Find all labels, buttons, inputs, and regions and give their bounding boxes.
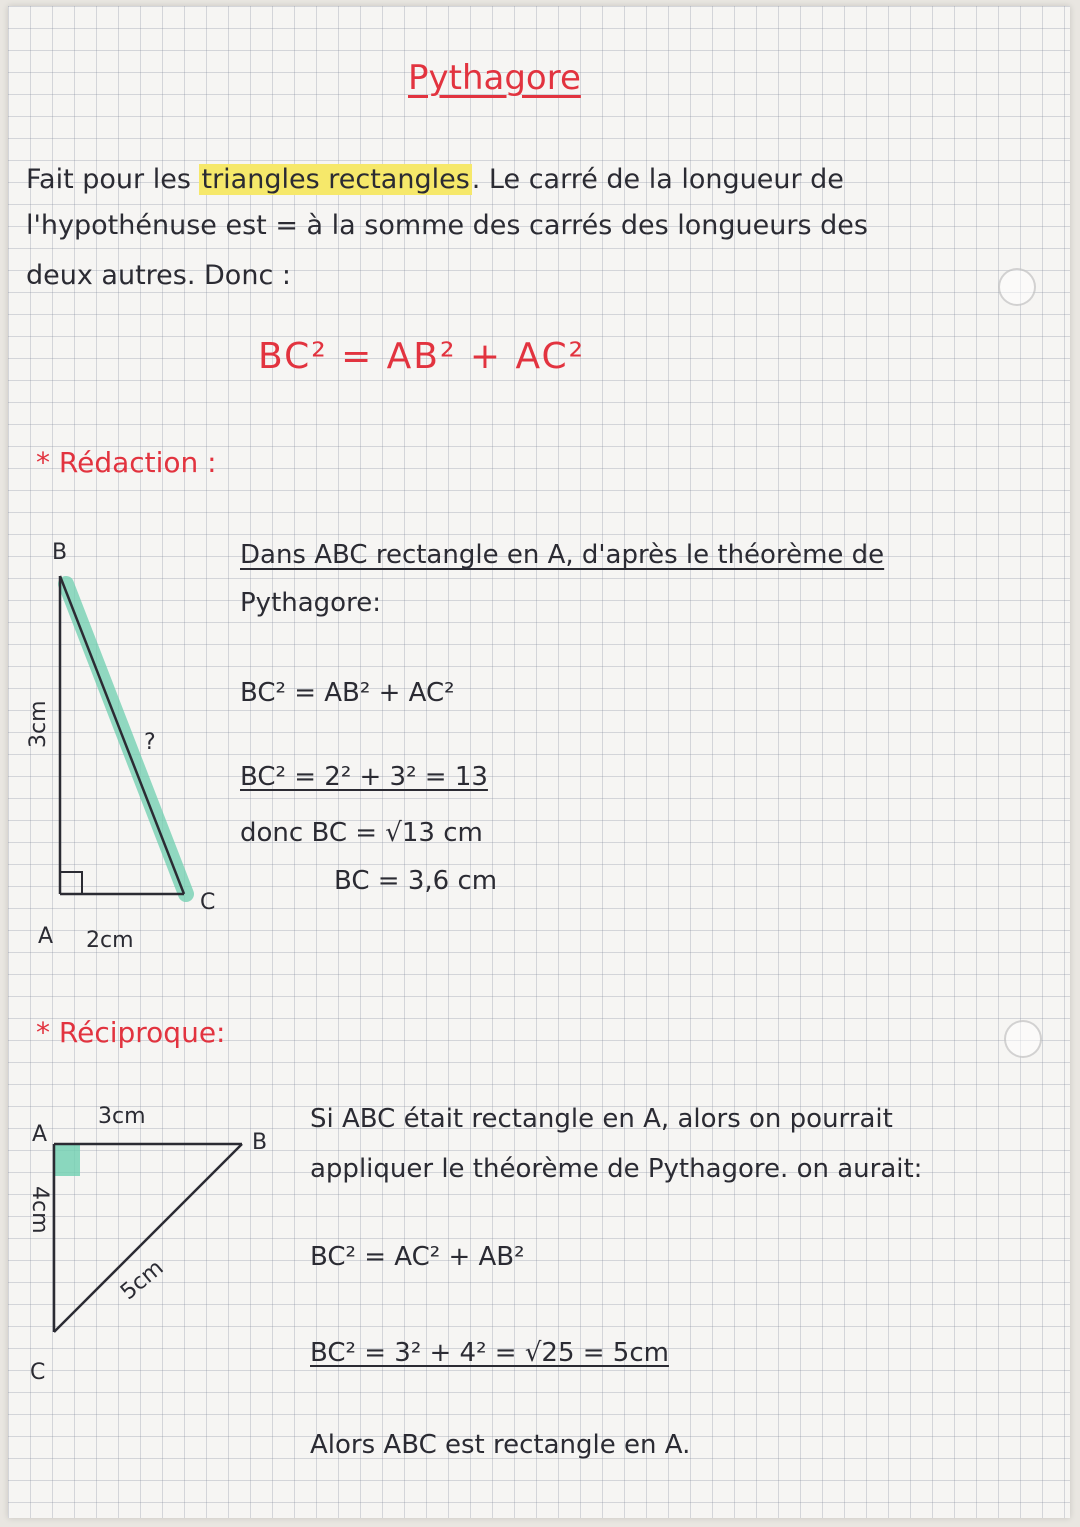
right-triangle-figure [8, 6, 268, 426]
right-angle-highlight [54, 1144, 80, 1176]
reciproque-conclusion: Alors ABC est rectangle en A. [310, 1430, 691, 1460]
redaction-text-1: Dans ABC rectangle en A, d'après le théorème de [240, 540, 885, 570]
vertex-a-label: A [38, 924, 54, 949]
reciproque-heading: * Réciproque: [36, 1016, 226, 1049]
binder-hole [1004, 1020, 1042, 1058]
right-angle-mark [60, 872, 82, 894]
highlighted-term: triangles rectangles [201, 164, 470, 195]
vertex-b-label: B [252, 1130, 268, 1155]
side-ab-length: 3cm [26, 700, 51, 748]
main-formula: BC² = AB² + AC² [258, 336, 586, 377]
redaction-eq-2: BC² = 2² + 3² = 13 [240, 762, 488, 792]
vertex-a-label: A [32, 1122, 48, 1147]
side-bc [60, 576, 184, 894]
page-title: Pythagore [408, 58, 581, 98]
vertex-c-label: C [30, 1360, 46, 1385]
intro-line-3: deux autres. Donc : [26, 260, 291, 291]
side-bc-unknown: ? [144, 730, 156, 755]
intro-line-2: l'hypothénuse est = à la somme des carrés des longueurs des [26, 210, 868, 241]
binder-hole [998, 268, 1036, 306]
redaction-heading: * Rédaction : [36, 446, 217, 479]
side-bc-length: 5cm [116, 1255, 169, 1306]
side-ac-length: 4cm [27, 1186, 52, 1234]
reciproque-text-2: appliquer le théorème de Pythagore. on aurait: [310, 1154, 923, 1184]
reciproque-eq-2: BC² = 3² + 4² = √25 = 5cm [310, 1338, 669, 1368]
reciproque-eq-1: BC² = AC² + AB² [310, 1242, 525, 1272]
intro-text: Fait pour les [26, 164, 200, 195]
side-ab-length: 3cm [98, 1104, 146, 1129]
redaction-eq-3: donc BC = √13 cm [240, 818, 483, 848]
reciproque-text-1: Si ABC était rectangle en A, alors on pourrait [310, 1104, 893, 1134]
notebook-page [8, 6, 1070, 1518]
vertex-b-label: B [52, 540, 68, 565]
redaction-text-2: Pythagore: [240, 588, 381, 618]
side-ac-length: 2cm [86, 928, 134, 953]
hypotenuse-highlight [66, 584, 186, 894]
redaction-eq-1: BC² = AB² + AC² [240, 678, 455, 708]
intro-text: . Le carré de la longueur de [471, 164, 844, 195]
redaction-eq-4: BC = 3,6 cm [334, 866, 498, 896]
vertex-c-label: C [200, 890, 216, 915]
side-bc [54, 1144, 242, 1332]
